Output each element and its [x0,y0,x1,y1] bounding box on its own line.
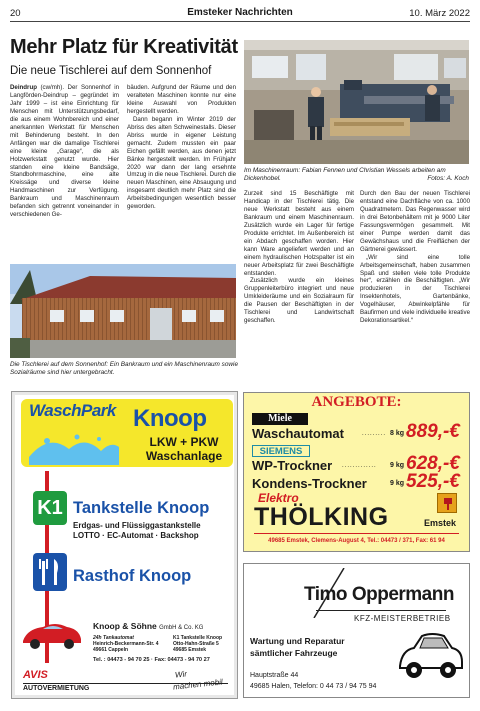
col3-para1: Zurzeit sind 15 Beschäftigte mit Handicap in der Tischlerei tätig. Die neue Werkstatt besteht aus einem Bankraum und einem Maschinenraum. Zusätzlich wurde ein Lager für fertige Produkte errichtet. Im Außenbereich ist ein Abdach geschaffen worden. Hier kann Ware angeliefert werden und an einem hydraulischen Holzspalter ist ein neuer Arbeitsplatz für zwei Beschäftigte entstanden. [244,190,354,277]
knoop-label: Knoop [133,405,207,432]
car-icon [396,628,466,684]
miele-logo: Miele [252,413,308,425]
plug-icon [437,493,457,513]
service-line1: Wartung und Reparatur [250,636,345,646]
tankstelle-line1: Erdgas- und Flüssiggastankstelle [73,521,201,530]
waschanlage-line1: LKW + PKW [149,435,219,449]
avis-logo: AVIS [23,669,48,681]
thoelking-rule [254,533,459,534]
oppermann-city-phone: 49685 Halen, Telefon: 0 44 73 / 94 75 94 [250,683,377,690]
article-title: Mehr Platz für Kreativität [10,36,238,58]
addr-left-2: Heinrich-Beckermann-Str. 4 [93,641,159,647]
angebote-headline: ANGEBOTE: [311,394,402,410]
company-suffix: GmbH & Co. KG [159,625,204,631]
item1-price: 889,-€ [406,421,460,442]
issue-date: 10. März 2022 [409,8,470,19]
oppermann-name [304,584,454,606]
dateline: Deindrup [10,84,37,91]
col3-para2: Zusätzlich wurde ein kleines Gruppenleiterbüro integriert und neue Umkleideräume und ein Sozialraum für die Pausen der Beschäftigten in der Tischlerei und Landwirtschaft geschaffen. [244,277,354,325]
thoelking-footer: 49685 Emstek, Clemens-August 4, Tel.: 04473 / 371, Fax: 61 94 [268,538,445,544]
page-number: 20 [10,8,21,19]
rasthof-title: Rasthof Knoop [73,567,192,585]
oppermann-street: Hauptstraße 44 [250,672,299,679]
item2-price: 628,-€ [406,453,460,474]
newspaper-name: Emsteker Nachrichten [187,7,293,18]
col4-para2: „Wir sind eine tolle Arbeitsgemeinschaft, haben zusammen Spaß und stellen viele tolle Produkte her“, erzählen die Beschäftigten. „Wir produzieren in der Tischlerei Insektenhotels, Gartenbänke, Vogelhäuser, Abwinkelpfähle für Baufirmen und viele individuelle kreative Dekorationsartikel.“ [360,253,470,325]
article-subtitle: Die neue Tischlerei auf dem Sonnenhof [10,65,212,77]
caption-text: Im Maschinenraum: Fabian Fennen und Christian Wessels arbeiten am Dickenhobel. [244,167,446,182]
article-column-3 [244,190,354,356]
photo-credit: Fotos: A. Koch [427,175,469,182]
waschpark-label: WaschPark [29,401,116,420]
thoelking-name: THÖLKING [254,503,389,531]
slogan-2: machen mobil [172,677,224,692]
k1-logo: K1 [33,491,67,525]
item2-weight: 9 kg [390,462,405,469]
water-splash-icon [29,427,119,465]
workshop-photo [244,40,469,164]
addr-left-1: 24h Tankautomat [93,635,134,641]
tankstelle-title: Tankstelle Knoop [73,499,210,517]
slogan-1: Wir [174,669,188,680]
company-name [93,621,203,631]
item1-name: Waschautomat [252,426,344,441]
item3-weight: 9 kg [390,480,405,487]
item3-price: 525,-€ [406,471,460,492]
phone-fax: Tel. : 04473 - 94 70 25 · Fax: 04473 - 94 70 27 [93,657,210,663]
page-header [10,6,470,22]
thoelking-city: Emstek [424,518,457,528]
name-first: Timo [304,584,348,605]
fork-knife-icon [33,553,67,591]
col1-text: (cw/mh). Der Sonnenhof in Langförden-Deindrup – gegründet im Jahr 1999 – ist eine Einrichtung für Menschen mit Unterstützungsbedarf, die aus einem Wohnbereich und einer anerkannten Werkstatt für Menschen mit Behinderung besteht. In den Anfängen war die damalige Tischlerei eine kleine „Garage“, die als Holzwerkstatt genutzt wurde. Hier standen eine kleine Bandsäge, Standbohrmaschine, eine alte Kreissäge und diverse kleine Handmaschinen zur Verfügung. Bankraum und Maschinenraum befanden sich getrennt voneinander in verschiedenen Ge- [10,84,119,219]
ad-thoelking[interactable] [243,392,470,552]
ad-knoop[interactable] [12,392,237,698]
address-left [93,635,159,653]
col4-para1: Durch den Bau der neuen Tischlerei entstand eine Dachfläche von ca. 1000 Quadratmetern. Das Regenwasser wird in drei Betonbehältern mit je 9000 Liter Fassungsvermögen gesammelt. Mit einer Pumpe werden damit das Gewächshaus und die Freiflächen der Gärtnerei gewässert. [360,190,470,253]
red-sports-car-icon [21,617,83,651]
item1-weight: 8 kg [390,430,405,437]
meister-label: KFZ-MEISTERBETRIEB [354,614,451,623]
building-photo [10,264,236,358]
waschanlage-line2: Waschanlage [145,449,223,463]
address-right [173,635,222,653]
name-last: Oppermann [351,584,454,605]
building-photo-caption: Die Tischlerei auf dem Sonnenhof: Ein Bankraum und ein Maschinenraum sowie Sozialräume sind hier untergebracht. [10,361,238,376]
tankstelle-line2: LOTTO · EC-Automat · Backshop [73,531,199,540]
avis-subtitle: AUTOVERMIETUNG [23,685,90,692]
article-column-1 [10,84,119,260]
siemens-logo: SIEMENS [252,445,310,457]
item2-name: WP-Trockner [252,458,333,473]
item3-name: Kondens-Trockner [252,476,367,491]
addr-right-2: Otto-Hahn-Straße 5 [173,641,219,647]
col2-para1: bäuden. Aufgrund der Räume und den veralteten Maschinen konnte nur eine kleine Auswahl von Produkten hergestellt werden. [127,84,236,115]
workshop-photo-caption [244,167,469,185]
addr-right-1: K1 Tankstelle Knoop [173,635,223,641]
col2-para2: Dann begann im Winter 2019 der Abriss des alten Schweinestalls. Dieser Abriss wurde in eigener Leistung gemacht. Zudem mussten ein paar Eichen gefällt werden, aus denen jetzt Bänke hergestellt werden. Im Frühjahr 2020 war dann der lang ersehnte Umzug in die neue Tischlerei. Durch die neuen Maschinen, eine Absaugung und insgesamt deutlich mehr Platz sind die Arbeitsbedingungen wesentlich besser geworden. [127,115,236,211]
addr-right-3: 49685 Emstek [173,647,207,653]
service-line2: sämtlicher Fahrzeuge [250,648,338,658]
company-main: Knoop & Söhne [93,621,157,631]
addr-left-3: 49661 Cappeln [93,647,129,653]
item1-dots: ......... [362,431,387,437]
ad-oppermann[interactable] [243,563,470,698]
article-column-4 [360,190,470,356]
article-column-2 [127,84,236,260]
meister-rule [316,610,446,611]
elektro-label: Elektro [258,491,299,505]
item2-dots: ............. [342,463,377,469]
